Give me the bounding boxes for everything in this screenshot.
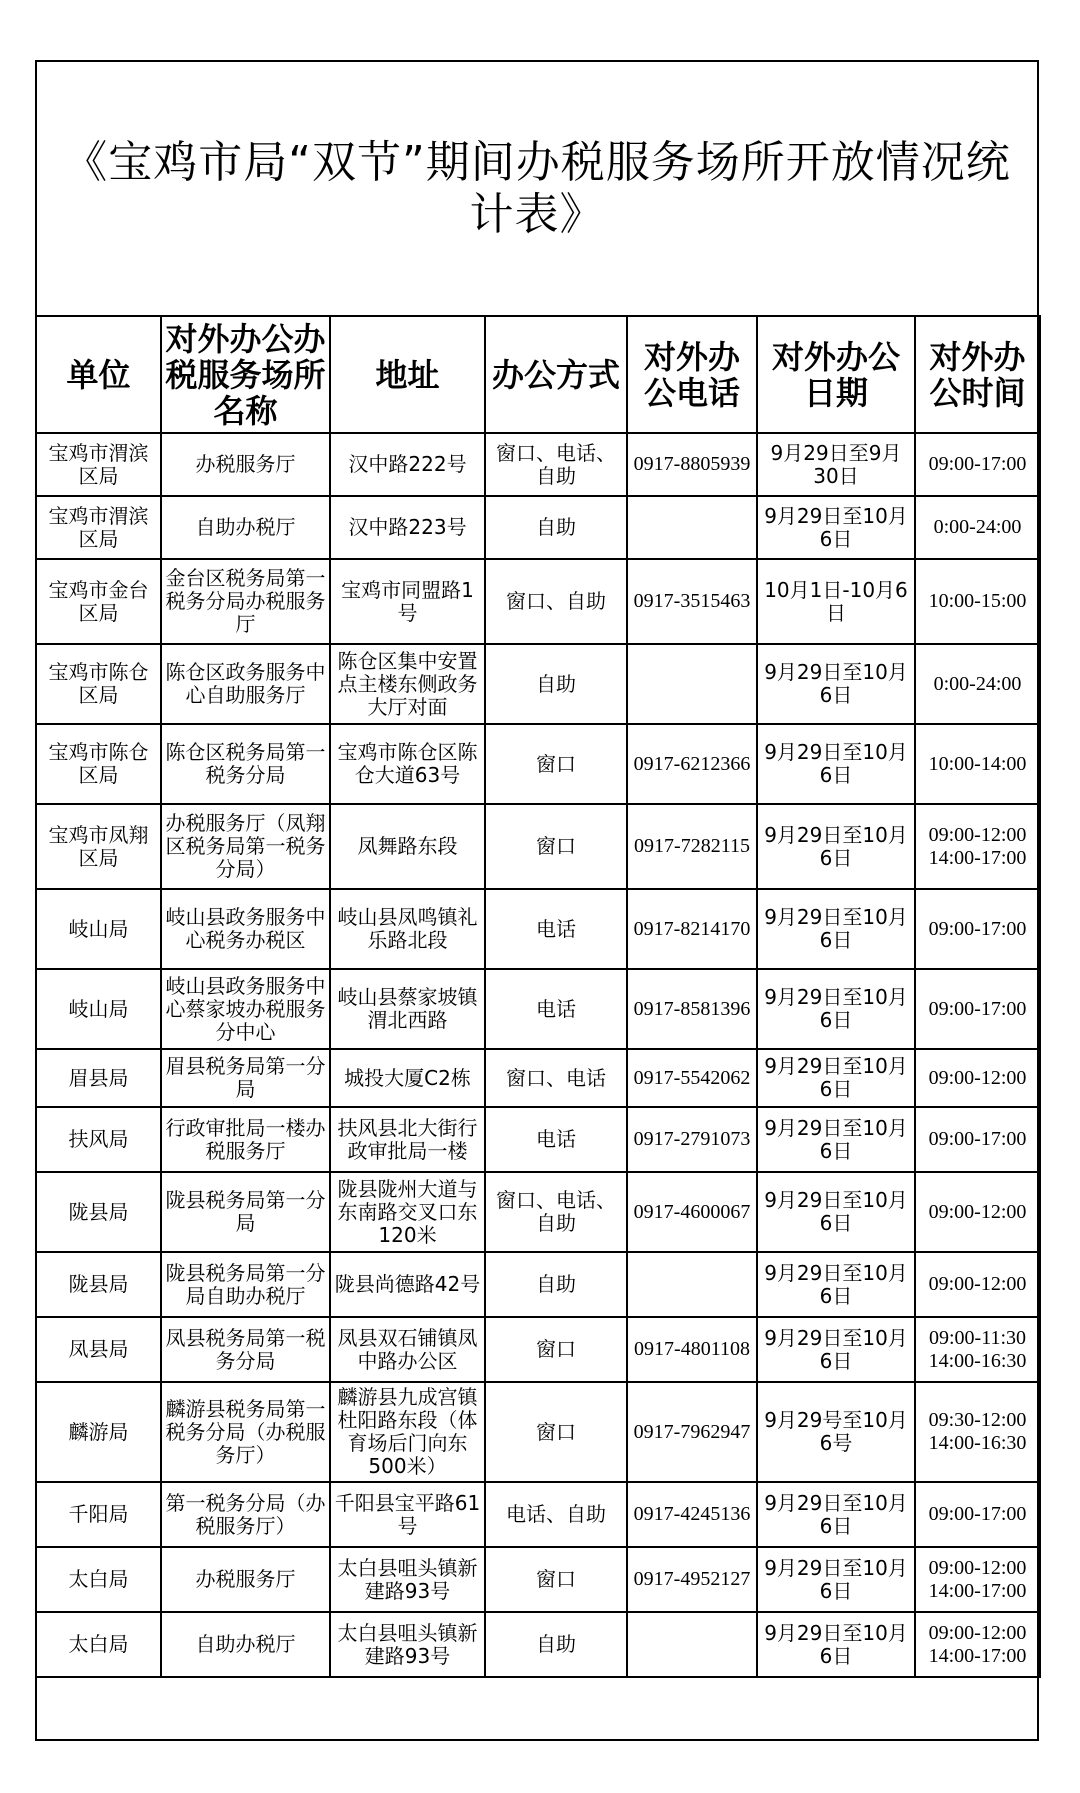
- col-header-address: 地址: [330, 316, 485, 433]
- unit-cell: 凤县局: [36, 1317, 161, 1382]
- table-row: [36, 1547, 1040, 1612]
- phone-cell: [627, 644, 757, 724]
- address-cell: 凤舞路东段: [330, 804, 485, 889]
- table-row: [36, 433, 1040, 496]
- mode-cell: 电话: [485, 889, 627, 969]
- unit-cell: 扶风局: [36, 1107, 161, 1172]
- phone-cell: [627, 1612, 757, 1677]
- mode-cell: 窗口: [485, 1382, 627, 1482]
- table-row: [36, 644, 1040, 724]
- unit-cell: 太白局: [36, 1612, 161, 1677]
- time-range: 09:00-17:00: [928, 917, 1027, 940]
- time-cell: [915, 724, 1040, 804]
- address-cell: 陈仓区集中安置点主楼东侧政务大厅对面: [330, 644, 485, 724]
- hall-name-cell: 麟游县税务局第一税务分局（办税服务厅）: [161, 1382, 330, 1482]
- time-cell: [915, 559, 1040, 644]
- statistics-sheet: [35, 60, 1039, 1741]
- mode-cell: 窗口、自助: [485, 559, 627, 644]
- date-cell: 9月29日至10月6日: [757, 1107, 915, 1172]
- mode-cell: 自助: [485, 1252, 627, 1317]
- time-range: 14:00-17:00: [928, 846, 1027, 869]
- phone-cell: 0917-5542062: [627, 1049, 757, 1107]
- date-cell: 9月29日至10月6日: [757, 889, 915, 969]
- page-title: 《宝鸡市局“双节”期间办税服务场所开放情况统计表》: [63, 136, 1011, 240]
- phone-cell: 0917-4245136: [627, 1482, 757, 1547]
- time-range: 09:30-12:00: [928, 1409, 1027, 1431]
- time-cell: [915, 1172, 1040, 1252]
- date-cell: 9月29日至10月6日: [757, 644, 915, 724]
- phone-cell: 0917-7962947: [627, 1382, 757, 1482]
- hall-name-cell: 陇县税务局第一分局: [161, 1172, 330, 1252]
- time-range: 09:00-17:00: [928, 453, 1027, 475]
- hall-name-cell: 金台区税务局第一税务分局办税服务厅: [161, 559, 330, 644]
- address-cell: 麟游县九成宫镇杜阳路东段（体育场后门向东500米）: [330, 1382, 485, 1482]
- unit-cell: 陇县局: [36, 1172, 161, 1252]
- col-header-phone: 对外办公电话: [627, 316, 757, 433]
- header-row: [36, 316, 1040, 433]
- table-row: [36, 889, 1040, 969]
- address-cell: 千阳县宝平路61号: [330, 1482, 485, 1547]
- time-cell: [915, 1049, 1040, 1107]
- date-cell: 9月29日至10月6日: [757, 1252, 915, 1317]
- unit-cell: 陇县局: [36, 1252, 161, 1317]
- address-cell: 凤县双石铺镇凤中路办公区: [330, 1317, 485, 1382]
- time-cell: [915, 1107, 1040, 1172]
- table-row: [36, 1482, 1040, 1547]
- unit-cell: 宝鸡市陈仓区局: [36, 644, 161, 724]
- time-range: 09:00-12:00: [928, 1621, 1027, 1644]
- time-cell: [915, 804, 1040, 889]
- address-cell: 岐山县蔡家坡镇渭北西路: [330, 969, 485, 1049]
- time-range: 0:00-24:00: [933, 672, 1022, 695]
- phone-cell: 0917-7282115: [627, 804, 757, 889]
- time-cell: [915, 644, 1040, 724]
- time-range: 09:00-17:00: [928, 1503, 1027, 1525]
- date-cell: 9月29日至10月6日: [757, 496, 915, 559]
- address-cell: 岐山县凤鸣镇礼乐路北段: [330, 889, 485, 969]
- table-row: [36, 1172, 1040, 1252]
- unit-cell: 千阳局: [36, 1482, 161, 1547]
- time-range: 14:00-16:30: [928, 1432, 1027, 1454]
- mode-cell: 窗口、电话: [485, 1049, 627, 1107]
- time-range: 09:00-12:00: [928, 823, 1027, 846]
- col-header-mode: 办公方式: [485, 316, 627, 433]
- col-header-hall-name: 对外办公办税服务场所名称: [161, 316, 330, 433]
- date-cell: 9月29日至10月6日: [757, 969, 915, 1049]
- address-cell: 宝鸡市同盟路1号: [330, 559, 485, 644]
- date-cell: 9月29日至10月6日: [757, 1049, 915, 1107]
- phone-cell: 0917-6212366: [627, 724, 757, 804]
- phone-cell: 0917-8581396: [627, 969, 757, 1049]
- time-cell: [915, 889, 1040, 969]
- table-row: [36, 1252, 1040, 1317]
- unit-cell: 宝鸡市金台区局: [36, 559, 161, 644]
- address-cell: 汉中路223号: [330, 496, 485, 559]
- phone-cell: 0917-4801108: [627, 1317, 757, 1382]
- address-cell: 扶风县北大街行政审批局一楼: [330, 1107, 485, 1172]
- table-row: [36, 969, 1040, 1049]
- time-cell: [915, 1317, 1040, 1382]
- date-cell: 9月29日至10月6日: [757, 1547, 915, 1612]
- time-range: 09:00-17:00: [928, 997, 1027, 1020]
- table-row: [36, 1107, 1040, 1172]
- time-range: 0:00-24:00: [933, 516, 1022, 538]
- time-cell: [915, 433, 1040, 496]
- mode-cell: 自助: [485, 1612, 627, 1677]
- unit-cell: 宝鸡市渭滨区局: [36, 433, 161, 496]
- mode-cell: 电话、自助: [485, 1482, 627, 1547]
- date-cell: 9月29日至10月6日: [757, 724, 915, 804]
- col-header-date: 对外办公日期: [757, 316, 915, 433]
- date-cell: 9月29日至10月6日: [757, 1172, 915, 1252]
- hall-name-cell: 眉县税务局第一分局: [161, 1049, 330, 1107]
- address-cell: 太白县咀头镇新建路93号: [330, 1612, 485, 1677]
- mode-cell: 窗口: [485, 724, 627, 804]
- time-range: 09:00-12:00: [928, 1066, 1027, 1089]
- unit-cell: 岐山局: [36, 969, 161, 1049]
- phone-cell: [627, 496, 757, 559]
- time-range: 10:00-15:00: [928, 590, 1027, 612]
- time-range: 14:00-17:00: [928, 1579, 1027, 1602]
- table-row: [36, 804, 1040, 889]
- hall-name-cell: 行政审批局一楼办税服务厅: [161, 1107, 330, 1172]
- date-cell: 9月29日至10月6日: [757, 1482, 915, 1547]
- unit-cell: 岐山局: [36, 889, 161, 969]
- time-cell: [915, 1547, 1040, 1612]
- phone-cell: 0917-2791073: [627, 1107, 757, 1172]
- address-cell: 陇县陇州大道与东南路交叉口东120米: [330, 1172, 485, 1252]
- phone-cell: [627, 1252, 757, 1317]
- date-cell: 9月29号至10月6号: [757, 1382, 915, 1482]
- unit-cell: 眉县局: [36, 1049, 161, 1107]
- hall-name-cell: 岐山县政务服务中心税务办税区: [161, 889, 330, 969]
- time-cell: [915, 1482, 1040, 1547]
- mode-cell: 窗口: [485, 1547, 627, 1612]
- col-header-time: 对外办公时间: [915, 316, 1040, 433]
- phone-cell: 0917-8214170: [627, 889, 757, 969]
- hall-name-cell: 自助办税厅: [161, 1612, 330, 1677]
- hall-name-cell: 办税服务厅: [161, 433, 330, 496]
- hall-name-cell: 办税服务厅: [161, 1547, 330, 1612]
- hall-name-cell: 岐山县政务服务中心蔡家坡办税服务分中心: [161, 969, 330, 1049]
- table-row: [36, 1612, 1040, 1677]
- unit-cell: 宝鸡市陈仓区局: [36, 724, 161, 804]
- mode-cell: 窗口: [485, 804, 627, 889]
- phone-cell: 0917-8805939: [627, 433, 757, 496]
- time-range: 09:00-12:00: [928, 1273, 1027, 1295]
- time-range: 10:00-14:00: [928, 752, 1027, 775]
- time-range: 09:00-17:00: [928, 1128, 1027, 1150]
- table-row: [36, 724, 1040, 804]
- table-row: [36, 1317, 1040, 1382]
- time-range: 14:00-16:30: [928, 1349, 1027, 1372]
- time-range: 14:00-17:00: [928, 1644, 1027, 1667]
- address-cell: 汉中路222号: [330, 433, 485, 496]
- mode-cell: 自助: [485, 644, 627, 724]
- date-cell: 9月29日至10月6日: [757, 1612, 915, 1677]
- table-row: [36, 1049, 1040, 1107]
- hall-name-cell: 陈仓区税务局第一税务分局: [161, 724, 330, 804]
- date-cell: 9月29日至9月30日: [757, 433, 915, 496]
- unit-cell: 宝鸡市渭滨区局: [36, 496, 161, 559]
- mode-cell: 窗口、电话、自助: [485, 1172, 627, 1252]
- unit-cell: 太白局: [36, 1547, 161, 1612]
- col-header-unit: 单位: [36, 316, 161, 433]
- address-cell: 宝鸡市陈仓区陈仓大道63号: [330, 724, 485, 804]
- hall-name-cell: 第一税务分局（办税服务厅）: [161, 1482, 330, 1547]
- hall-name-cell: 自助办税厅: [161, 496, 330, 559]
- time-cell: [915, 969, 1040, 1049]
- time-cell: [915, 496, 1040, 559]
- time-cell: [915, 1382, 1040, 1482]
- address-cell: 陇县尚德路42号: [330, 1252, 485, 1317]
- phone-cell: 0917-4952127: [627, 1547, 757, 1612]
- service-hall-table: [35, 315, 1041, 1678]
- time-cell: [915, 1612, 1040, 1677]
- unit-cell: 宝鸡市凤翔区局: [36, 804, 161, 889]
- time-range: 09:00-12:00: [928, 1200, 1027, 1223]
- hall-name-cell: 办税服务厅（凤翔区税务局第一税务分局）: [161, 804, 330, 889]
- title-area: [37, 62, 1037, 315]
- date-cell: 10月1日-10月6日: [757, 559, 915, 644]
- table-row: [36, 496, 1040, 559]
- date-cell: 9月29日至10月6日: [757, 1317, 915, 1382]
- time-range: 09:00-12:00: [928, 1556, 1027, 1579]
- hall-name-cell: 陈仓区政务服务中心自助服务厅: [161, 644, 330, 724]
- mode-cell: 电话: [485, 969, 627, 1049]
- mode-cell: 窗口、电话、自助: [485, 433, 627, 496]
- table-row: [36, 1382, 1040, 1482]
- unit-cell: 麟游局: [36, 1382, 161, 1482]
- mode-cell: 窗口: [485, 1317, 627, 1382]
- address-cell: 太白县咀头镇新建路93号: [330, 1547, 485, 1612]
- time-cell: [915, 1252, 1040, 1317]
- address-cell: 城投大厦C2栋: [330, 1049, 485, 1107]
- mode-cell: 电话: [485, 1107, 627, 1172]
- time-range: 09:00-11:30: [928, 1326, 1027, 1349]
- table-row: [36, 559, 1040, 644]
- phone-cell: 0917-4600067: [627, 1172, 757, 1252]
- phone-cell: 0917-3515463: [627, 559, 757, 644]
- hall-name-cell: 凤县税务局第一税务分局: [161, 1317, 330, 1382]
- mode-cell: 自助: [485, 496, 627, 559]
- hall-name-cell: 陇县税务局第一分局自助办税厅: [161, 1252, 330, 1317]
- date-cell: 9月29日至10月6日: [757, 804, 915, 889]
